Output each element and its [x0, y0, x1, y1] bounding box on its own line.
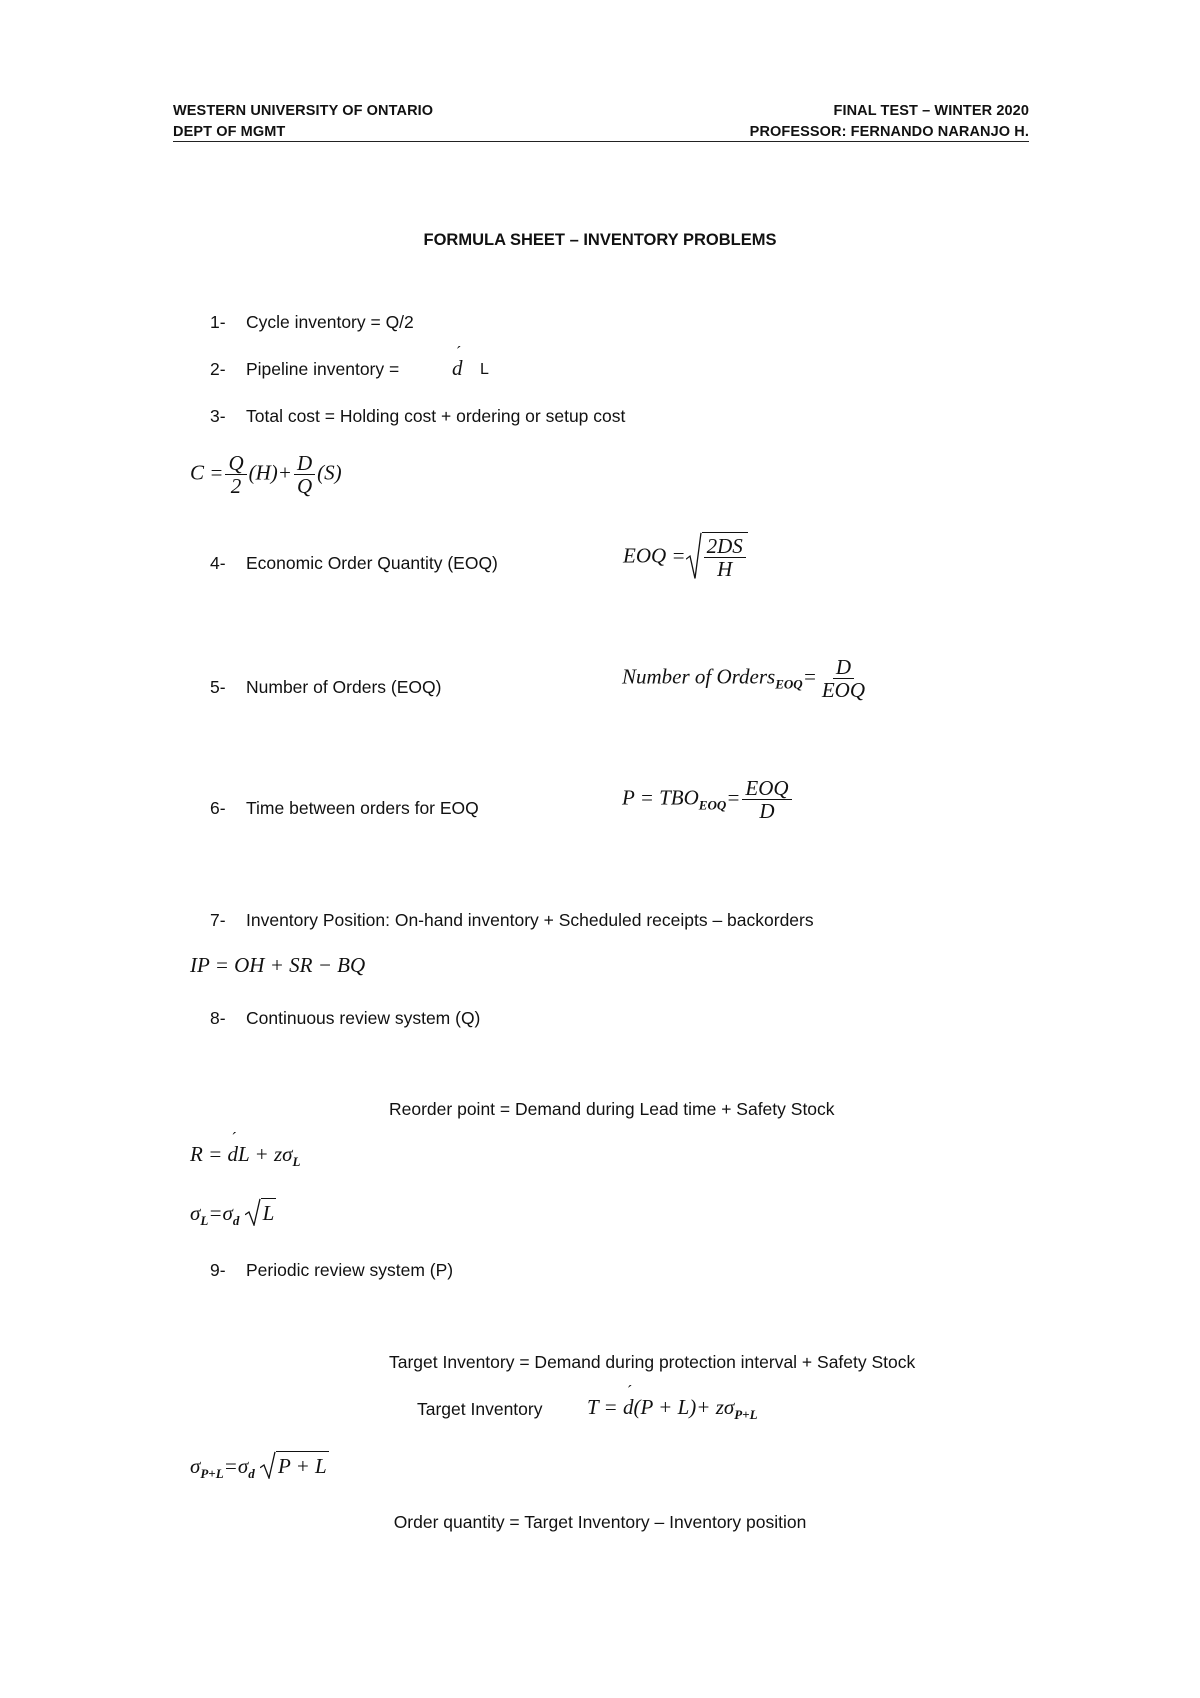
total-cost-formula: C = $\frac{Q}{2}$ (H)+ $\frac{D}{Q}$ (S) — [190, 451, 342, 499]
target-inventory-label: Target Inventory — [417, 1399, 543, 1419]
item-text-1: Cycle inventory = Q/2 — [246, 312, 414, 332]
item-text-8: Continuous review system (Q) — [246, 1008, 481, 1028]
reorder-point-definition: Reorder point = Demand during Lead time + Safety Stock — [389, 1099, 835, 1119]
pipeline-d-bar: ´ d — [452, 356, 463, 381]
item-text-2: Pipeline inventory = — [246, 359, 400, 379]
header-department: DEPT OF MGMT — [173, 124, 286, 140]
item-number-8: 8- — [210, 1008, 226, 1028]
item-number-6: 6- — [210, 798, 226, 818]
item-number-5: 5- — [210, 677, 226, 697]
reorder-point-formula: R = ´ dL + $z\sigma_L$ — [190, 1142, 300, 1170]
header-professor: PROFESSOR: FERNANDO NARANJO H. — [749, 124, 1029, 140]
item-text-5: Number of Orders (EOQ) — [246, 677, 442, 697]
item-text-6: Time between orders for EOQ — [246, 798, 479, 818]
sigma-p-plus-l-formula: $\sigma_{P+L}=\sigma_d$ P + L — [190, 1451, 329, 1482]
item-number-1: 1- — [210, 312, 226, 332]
item-number-3: 3- — [210, 406, 226, 426]
item-number-4: 4- — [210, 553, 226, 573]
page-title: FORMULA SHEET – INVENTORY PROBLEMS — [423, 231, 777, 249]
sigma-l-formula: $\sigma_L=\sigma_d$ L — [190, 1198, 276, 1229]
time-between-orders-formula: $P = TBO_{EOQ}=$ $\frac{\text{EOQ}}{D}$ — [622, 777, 794, 822]
item-text-3: Total cost = Holding cost + ordering or setup cost — [246, 406, 626, 426]
number-of-orders-formula: Number of Orders$_{EOQ}$= $\frac{D}{\text{EOQ}}$ — [622, 655, 866, 703]
item-number-9: 9- — [210, 1260, 226, 1280]
item-number-7: 7- — [210, 910, 226, 930]
eoq-formula: EOQ = $\frac{2DS}{H}$ — [623, 532, 748, 580]
order-quantity-definition: Order quantity = Target Inventory – Inventory position — [393, 1512, 807, 1532]
item-text-9: Periodic review system (P) — [246, 1260, 454, 1280]
item-number-2: 2- — [210, 359, 226, 379]
target-inventory-definition: Target Inventory = Demand during protection interval + Safety Stock — [389, 1352, 916, 1372]
target-inventory-formula: T = ´ $d(P + L)+ z\sigma_{P+L}$ — [587, 1395, 758, 1423]
header-rule — [173, 141, 1029, 142]
item-tail-2: L — [480, 361, 489, 378]
header-test-name: FINAL TEST – WINTER 2020 — [833, 103, 1029, 119]
item-text-4: Economic Order Quantity (EOQ) — [246, 553, 498, 573]
inventory-position-formula: IP = OH + SR − BQ — [190, 953, 366, 977]
header-university: WESTERN UNIVERSITY OF ONTARIO — [173, 103, 434, 119]
item-text-7: Inventory Position: On-hand inventory + Scheduled receipts – backorders — [246, 910, 814, 930]
